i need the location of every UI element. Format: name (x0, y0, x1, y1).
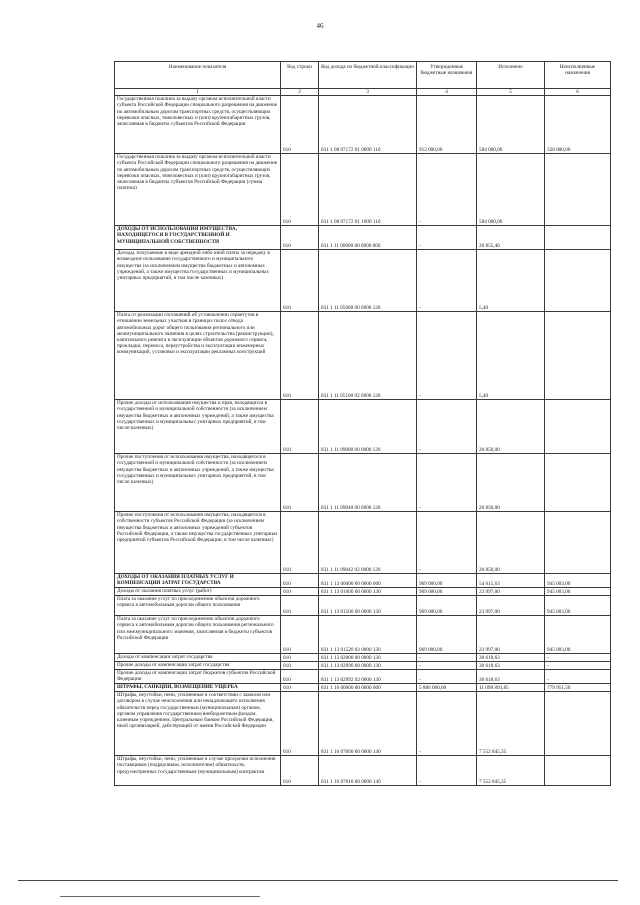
row-executed: 7 552 845,35 (477, 756, 545, 786)
row-executed: 5,40 (477, 312, 545, 400)
row-code: 010 (281, 684, 319, 692)
row-name: Доходы от оказания платных услуг (работ) (115, 588, 281, 596)
table-row (115, 400, 611, 454)
row-code: 010 (281, 574, 319, 588)
row-code: 010 (281, 400, 319, 454)
row-budget-code: 831 1 16 07000 00 0000 140 (319, 692, 417, 756)
row-executed: 20 855,40 (477, 226, 545, 250)
row-unexecuted: 945 003,00 (545, 574, 611, 588)
row-executed: 20 850,00 (477, 512, 545, 574)
row-executed: 30 618,63 (477, 662, 545, 670)
row-name: Прочие доходы от компенсации затрат бюджетов субъектов Российской Федерации (115, 670, 281, 684)
row-code: 010 (281, 96, 319, 154)
table-row (115, 250, 611, 312)
table-row (115, 756, 611, 786)
row-executed: 5,40 (477, 250, 545, 312)
row-budget-code: 831 1 16 07010 00 0000 140 (319, 756, 417, 786)
table-row (115, 670, 611, 684)
table-header-row (115, 62, 611, 89)
column-number: 2 (281, 89, 319, 96)
row-unexecuted: 328 000,00 (545, 96, 611, 154)
table-row (115, 96, 611, 154)
row-budget-code: 831 1 11 09042 02 0000 120 (319, 512, 417, 574)
row-name: Плата за оказание услуг по присоединению объектов дорожного сервиса к автомобильным дорогам общего пользования (115, 596, 281, 616)
row-unexecuted: - (545, 654, 611, 662)
row-unexecuted: - (545, 662, 611, 670)
row-executed: 54 615,63 (477, 574, 545, 588)
row-unexecuted: 945 003,00 (545, 596, 611, 616)
table-row (115, 312, 611, 400)
header-budget-code: Код дохода по бюджетной классификации (319, 62, 417, 89)
table-row (115, 662, 611, 670)
row-name: Прочие поступления от использования имущества, находящегося в государственной и муниципальной собственности (за исключением имущества бюджетных и автономных учреждений, а также имущества государственных и муниципальных унитарных предприятий, в том числе казенных) (115, 454, 281, 512)
row-budget-code: 831 1 11 00000 00 0000 000 (319, 226, 417, 250)
row-name: Государственная пошлина за выдачу органом исполнительной власти субъекта Российской Федерации специального разрешения на движение по автомобильным дорогам транспортных средств, осуществляющих перевозки опасных, тяжеловесных и (или) крупногабаритных грузов, зачисляемая в бюджеты субъектов Российской Федерации (сумма платежа) (115, 154, 281, 226)
row-name: Прочие доходы от компенсации затрат государства (115, 662, 281, 670)
row-approved: 912 000,00 (417, 96, 477, 154)
row-code: 010 (281, 616, 319, 654)
row-code: 010 (281, 670, 319, 684)
row-name: Доходы от компенсации затрат государства (115, 654, 281, 662)
row-unexecuted (545, 692, 611, 756)
table-row (115, 692, 611, 756)
row-budget-code: 831 1 08 07172 01 0000 110 (319, 96, 417, 154)
row-executed: 30 618,63 (477, 654, 545, 662)
row-unexecuted (545, 454, 611, 512)
table-row (115, 154, 611, 226)
row-approved: - (417, 312, 477, 400)
row-executed: 20 850,00 (477, 454, 545, 512)
header-unexecuted: Неисполненные назначения (545, 62, 611, 89)
column-number: 1 (115, 89, 281, 96)
header-executed: Исполнено (477, 62, 545, 89)
row-budget-code: 831 1 13 01520 02 0000 130 (319, 616, 417, 654)
row-unexecuted: 945 003,00 (545, 588, 611, 596)
row-approved: - (417, 400, 477, 454)
table-row (115, 596, 611, 616)
row-approved: 969 000,00 (417, 588, 477, 596)
row-code: 010 (281, 454, 319, 512)
row-code: 010 (281, 226, 319, 250)
row-name: ШТРАФЫ, САНКЦИИ, ВОЗМЕЩЕНИЕ УЩЕРБА (115, 684, 281, 692)
row-name: Доходы, получаемые в виде арендной либо иной платы за передачу в возмездное пользование государственного и муниципального имущества (за исключением имущества бюджетных и автономных учреждений, а также имущества государственных и муниципальных унитарных предприятий, в том числе казенных) (115, 250, 281, 312)
row-unexecuted: - (545, 670, 611, 684)
row-approved: - (417, 662, 477, 670)
row-name: Государственная пошлина за выдачу органом исполнительной власти субъекта Российской Федерации специального разрешения на движение по автомобильным дорогам транспортных средств, осуществляющих перевозки опасных, тяжеловесных и (или) крупногабаритных грузов, зачисляемая в бюджеты субъектов Российской Федерации (115, 96, 281, 154)
column-number-row (115, 89, 611, 96)
page-number: 46 (316, 22, 324, 30)
table-row (115, 574, 611, 588)
row-code: 010 (281, 654, 319, 662)
column-number: 3 (319, 89, 417, 96)
revenue-table (114, 61, 611, 786)
row-unexecuted (545, 756, 611, 786)
table-row (115, 512, 611, 574)
row-budget-code: 831 1 13 02992 02 0000 130 (319, 670, 417, 684)
row-name: Плата от реализации соглашений об установлении сервитутов в отношении земельных участков в границах полос отвода автомобильных дорог общего пользования регионального или межмуниципального значения в целях строительства (реконструкции), капитального ремонта и эксплуатации объектов дорожного сервиса, прокладки, переноса, переустройства и эксплуатации инженерных коммуникаций, установки и эксплуатации рекламных конструкций (115, 312, 281, 400)
row-budget-code: 831 1 11 05000 00 0000 120 (319, 250, 417, 312)
table-row (115, 588, 611, 596)
row-budget-code: 831 1 16 00000 00 0000 000 (319, 684, 417, 692)
row-name: Прочие поступления от использования имущества, находящегося в собственности субъектов Российской Федерации (за исключением имущества бюджетных и автономных учреждений субъектов Российской Федерации, а также имущества государственных унитарных предприятий субъектов Российской Федерации, в том числе казенных) (115, 512, 281, 574)
header-name: Наименование показателя (115, 62, 281, 89)
row-executed: 584 000,00 (477, 154, 545, 226)
row-approved: - (417, 154, 477, 226)
row-budget-code: 831 1 13 01500 00 0000 130 (319, 596, 417, 616)
row-approved: - (417, 512, 477, 574)
footer-rule (18, 880, 618, 881)
row-name: Прочие доходы от использования имущества и прав, находящихся в государственной и муниципальной собственности (за исключением имущества бюджетных и автономных учреждений, а также имущества государственных и муниципальных унитарных предприятий, в том числе казенных) (115, 400, 281, 454)
row-approved: - (417, 454, 477, 512)
table-row (115, 684, 611, 692)
row-code: 010 (281, 512, 319, 574)
row-approved: 5 886 000,00 (417, 684, 477, 692)
row-unexecuted (545, 154, 611, 226)
column-number: 6 (545, 89, 611, 96)
row-budget-code: 831 1 11 05100 02 0000 120 (319, 312, 417, 400)
row-executed: 11 098 893,85 (477, 684, 545, 692)
row-executed: 23 997,00 (477, 588, 545, 596)
row-budget-code: 831 1 13 00000 00 0000 000 (319, 574, 417, 588)
row-approved: 969 000,00 (417, 596, 477, 616)
row-code: 010 (281, 662, 319, 670)
row-approved: - (417, 692, 477, 756)
table-row (115, 616, 611, 654)
row-code: 010 (281, 692, 319, 756)
row-approved: - (417, 670, 477, 684)
row-unexecuted (545, 312, 611, 400)
row-executed: 23 997,00 (477, 596, 545, 616)
column-number: 4 (417, 89, 477, 96)
row-budget-code: 831 1 13 02000 00 0000 130 (319, 654, 417, 662)
row-unexecuted (545, 250, 611, 312)
table-row (115, 226, 611, 250)
row-executed: 584 000,00 (477, 96, 545, 154)
header-code: Код строки (281, 62, 319, 89)
footer-rule-short (60, 896, 260, 897)
row-code: 010 (281, 588, 319, 596)
row-executed: 20 850,00 (477, 400, 545, 454)
row-name: ДОХОДЫ ОТ ИСПОЛЬЗОВАНИЯ ИМУЩЕСТВА, НАХОДЯЩЕГОСЯ В ГОСУДАРСТВЕННОЙ И МУНИЦИПАЛЬНОЙ СОБСТВЕННОСТИ (115, 226, 281, 250)
row-executed: 7 552 845,35 (477, 692, 545, 756)
row-approved: - (417, 654, 477, 662)
row-unexecuted: 779 951,50 (545, 684, 611, 692)
row-code: 010 (281, 756, 319, 786)
row-unexecuted (545, 226, 611, 250)
row-code: 010 (281, 154, 319, 226)
row-unexecuted (545, 400, 611, 454)
row-budget-code: 831 1 11 09040 00 0000 120 (319, 454, 417, 512)
row-unexecuted (545, 512, 611, 574)
table-row (115, 654, 611, 662)
row-name: Штрафы, неустойки, пени, уплаченные в соответствии с законом или договором в случае неисполнения или ненадлежащего исполнения обязательств перед государственным (муниципальным) органом, органом управления государственным внебюджетным фондом, казенным учреждением, Центральным банком Российской Федерации, иной организацией, действующей от имени Российской Федерации (115, 692, 281, 756)
row-code: 010 (281, 596, 319, 616)
row-code: 010 (281, 312, 319, 400)
row-executed: 30 618,63 (477, 670, 545, 684)
row-executed: 23 997,00 (477, 616, 545, 654)
row-approved: - (417, 756, 477, 786)
row-name: Плата за оказание услуг по присоединению объектов дорожного сервиса к автомобильным дорогам общего пользования регионального или межмуниципального значения, зачисляемая в бюджеты субъектов Российской Федерации (115, 616, 281, 654)
row-budget-code: 831 1 13 01000 00 0000 130 (319, 588, 417, 596)
row-budget-code: 831 1 08 07172 01 1000 110 (319, 154, 417, 226)
column-number: 5 (477, 89, 545, 96)
row-name: Штрафы, неустойки, пени, уплаченные в случае просрочки исполнения поставщиком (подрядчиком, исполнителем) обязательств, предусмотренных государственным (муниципальным) контрактом (115, 756, 281, 786)
row-approved: 969 000,00 (417, 616, 477, 654)
table-row (115, 454, 611, 512)
header-approved: Утвержденные бюджетные назначения (417, 62, 477, 89)
row-budget-code: 831 1 11 09000 00 0000 120 (319, 400, 417, 454)
row-budget-code: 831 1 13 02990 00 0000 130 (319, 662, 417, 670)
row-approved: 969 000,00 (417, 574, 477, 588)
row-name: ДОХОДЫ ОТ ОКАЗАНИЯ ПЛАТНЫХ УСЛУГ И КОМПЕНСАЦИИ ЗАТРАТ ГОСУДАРСТВА (115, 574, 281, 588)
row-approved: - (417, 226, 477, 250)
row-unexecuted: 945 003,00 (545, 616, 611, 654)
row-code: 010 (281, 250, 319, 312)
row-approved: - (417, 250, 477, 312)
